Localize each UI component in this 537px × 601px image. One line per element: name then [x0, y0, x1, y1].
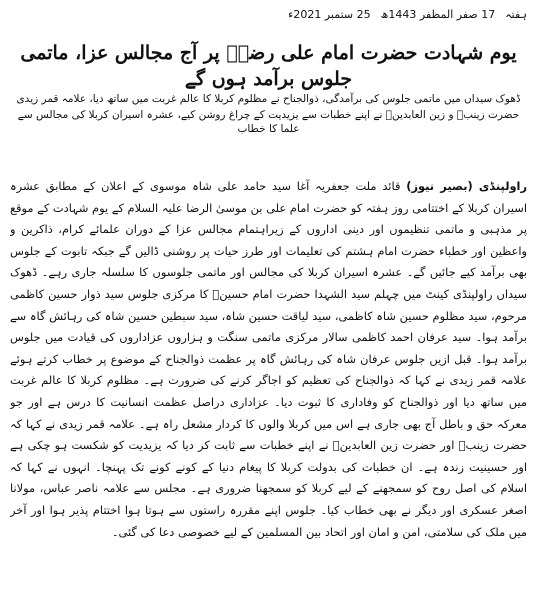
- article-text: قائد ملت جعفریہ آغا سید حامد علی شاہ موسوی کے اعلان کے مطابق عشرہ اسیران کربلا کے اختتامی روز ہفتہ کو حضرت امام علی بن موسیٰ الرضا علیہ السلام کے یوم شہادت کے موقع پر مذہبی و ماتمی تنظیموں اور دینی اداروں کے زیراہتمام مجالس عزا کے دوران علمائے کرام، ذاکرین و واعظین اور خطباء حضرت امام ہشتم کی تعلیمات اور طرز حیات پر روشنی ڈالیں گے جبکہ تابوت کے جلوس بھی برآمد کیے جائیں گے۔ عشرہ اسیران کربلا کی مجالس اور ماتمی جلوسوں کا سلسلہ جاری رہے۔ ڈھوک سیداں راولپنڈی کینٹ میں چہلم سید الشہدا حضرت امام حسینؑ کا مرکزی جلوس سید ذوار حسین کاظمی مرحوم، سید مظلوم حسین شاہ کاظمی، سید لیاقت حسین شاہ، سید سبطین حسین شاہ کی رہائش گاہ سے برآمد ہوا۔ سید عرفان احمد کاظمی سالار مرکزی ماتمی سنگت و ہزاروں عزاداروں کی قیادت میں جلوس برآمد ہوا۔ قبل ازیں جلوس عرفان شاہ کی رہائش گاہ پر عظمت ذوالجناح کے موضوع پر خطاب کرتے ہوئے علامہ قمر زیدی نے کہا کہ ذوالجناح کی تعظیم کو اجاگر کرنے کی ضرورت ہے۔ مظلوم کربلا کا عالم غربت میں ساتھ دیا اور ذوالجناح کو وفاداری کا ثبوت دیا۔ عزاداری دراصل عظمت انسانیت کا درس ہے اور جو معرکہ حق و باطل آج بھی جاری ہے اس میں کربلا والوں کا کردار مشعل راہ ہے۔ علامہ قمر زیدی نے کہا کہ حضرت زینبؑ اور حضرت زین العابدینؑ نے اپنے خطبات سے ثابت کر دیا کہ یزیدیت کو شکست ہو چکی ہے اور حسینیت زندہ ہے۔ ان خطبات کی بدولت کربلا کا پیغام دنیا کے کونے کونے تک پہنچا۔ انہوں نے کہا کہ اسلام کی اصل روح کو سمجھنے کے لیے کربلا کو سمجھنا ضروری ہے۔ مجلس سے علامہ ناصر عباس، مولانا اصغر عسکری اور دیگر نے بھی خطاب کیا۔ جلوس اپنے مقررہ راستوں سے ہوتا ہوا اختتام پذیر ہوا اور آخر میں ملک کی سلامتی، امن و امان اور اتحاد بین المسلمین کے لیے خصوصی دعا کی گئی۔: [10, 179, 527, 539]
- subhead-2: حضرت زینبؑ و زین العابدینؑ نے اپنے خطبات سے یزیدیت کے چراغ روشن کیے، عشرہ اسیران کربلا کی مجالس سے علما کا خطاب: [17, 109, 520, 135]
- day-name: ہفتہ: [505, 7, 527, 21]
- gregorian-date: 25 ستمبر 2021ء: [288, 7, 371, 21]
- issue-dateline: [10, 4, 527, 24]
- subhead-1: ڈھوک سیداں میں ماتمی جلوس کی برآمدگی، ذوالجناح نے مظلوم کربلا کا عالم غربت میں ساتھ دیا، علامہ قمر زیدی: [16, 93, 521, 105]
- headline: یوم شہادت حضرت امام علی رضاؑ پر آج مجالس عزا، ماتمی جلوس برآمد ہوں گے: [20, 42, 517, 90]
- hijri-date: 17 صفر المظفر 1443ھ: [380, 7, 496, 21]
- article-dateline: راولپنڈی (بصیر نیوز): [406, 179, 527, 193]
- article-body: [10, 176, 527, 596]
